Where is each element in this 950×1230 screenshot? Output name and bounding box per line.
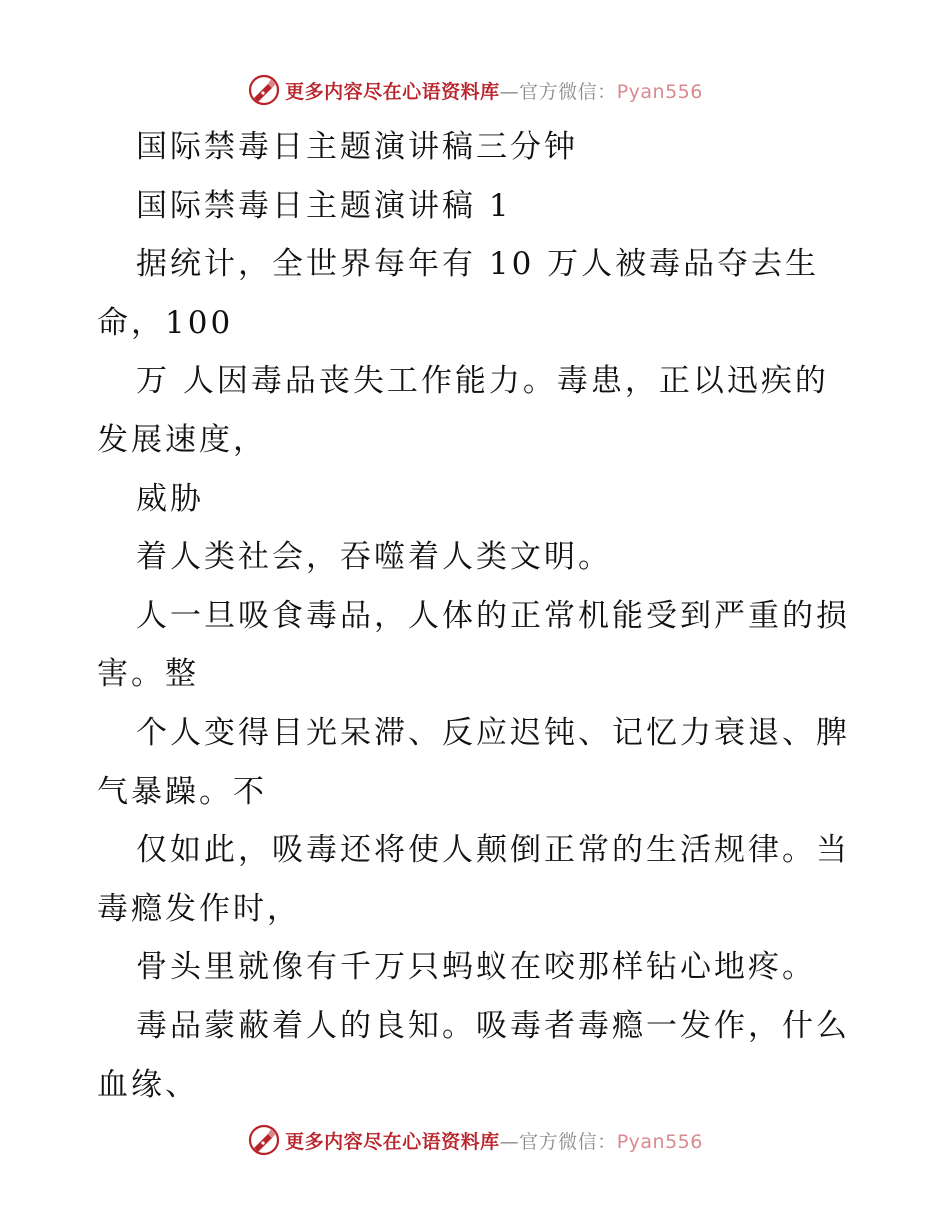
document-subtitle: 国际禁毒日主题演讲稿 1 <box>136 187 512 224</box>
header-banner <box>0 70 950 110</box>
paragraph-line: 发展速度， <box>97 421 267 458</box>
paragraph-line: 血缘、 <box>97 1066 199 1103</box>
paragraph-line: 骨头里就像有千万只蚂蚁在咬那样钻心地疼。 <box>136 949 816 986</box>
paragraph-line: 个人变得目光呆滞、反应迟钝、记忆力衰退、脾 <box>136 714 850 751</box>
banner-account-label: 官方微信： <box>519 80 617 103</box>
banner-dash: — <box>499 80 520 103</box>
paragraph-line: 威胁 <box>136 480 204 517</box>
paragraph-line: 人一旦吸食毒品，人体的正常机能受到严重的损 <box>136 597 850 634</box>
paragraph-line: 万 人因毒品丧失工作能力。毒患，正以迅疾的 <box>136 363 829 400</box>
paragraph-line: 害。整 <box>97 656 199 693</box>
pen-nib-logo-icon <box>247 73 281 107</box>
banner-account-label: 官方微信： <box>519 1130 617 1153</box>
paragraph-line: 仅如此，吸毒还将使人颠倒正常的生活规律。当 <box>136 832 850 869</box>
banner-dash: — <box>499 1130 520 1153</box>
paragraph-line: 毒瘾发作时， <box>97 890 301 927</box>
footer-banner <box>0 1120 950 1160</box>
paragraph-line: 气暴躁。不 <box>97 773 267 810</box>
banner-account-id: Pyan556 <box>616 1130 703 1153</box>
paragraph-line: 据统计，全世界每年有 10 万人被毒品夺去生 <box>136 246 820 283</box>
paragraph-line: 命，100 <box>97 304 234 341</box>
paragraph-line: 毒品蒙蔽着人的良知。吸毒者毒瘾一发作，什么 <box>136 1007 850 1044</box>
banner-account-id: Pyan556 <box>616 80 703 103</box>
banner-lead-text: 更多内容尽在心语资料库 <box>285 80 500 103</box>
pen-nib-logo-icon <box>247 1123 281 1157</box>
document-title: 国际禁毒日主题演讲稿三分钟 <box>136 129 578 165</box>
document-body <box>0 118 950 1114</box>
paragraph-line: 着人类社会，吞噬着人类文明。 <box>136 539 612 576</box>
banner-lead-text: 更多内容尽在心语资料库 <box>285 1130 500 1153</box>
